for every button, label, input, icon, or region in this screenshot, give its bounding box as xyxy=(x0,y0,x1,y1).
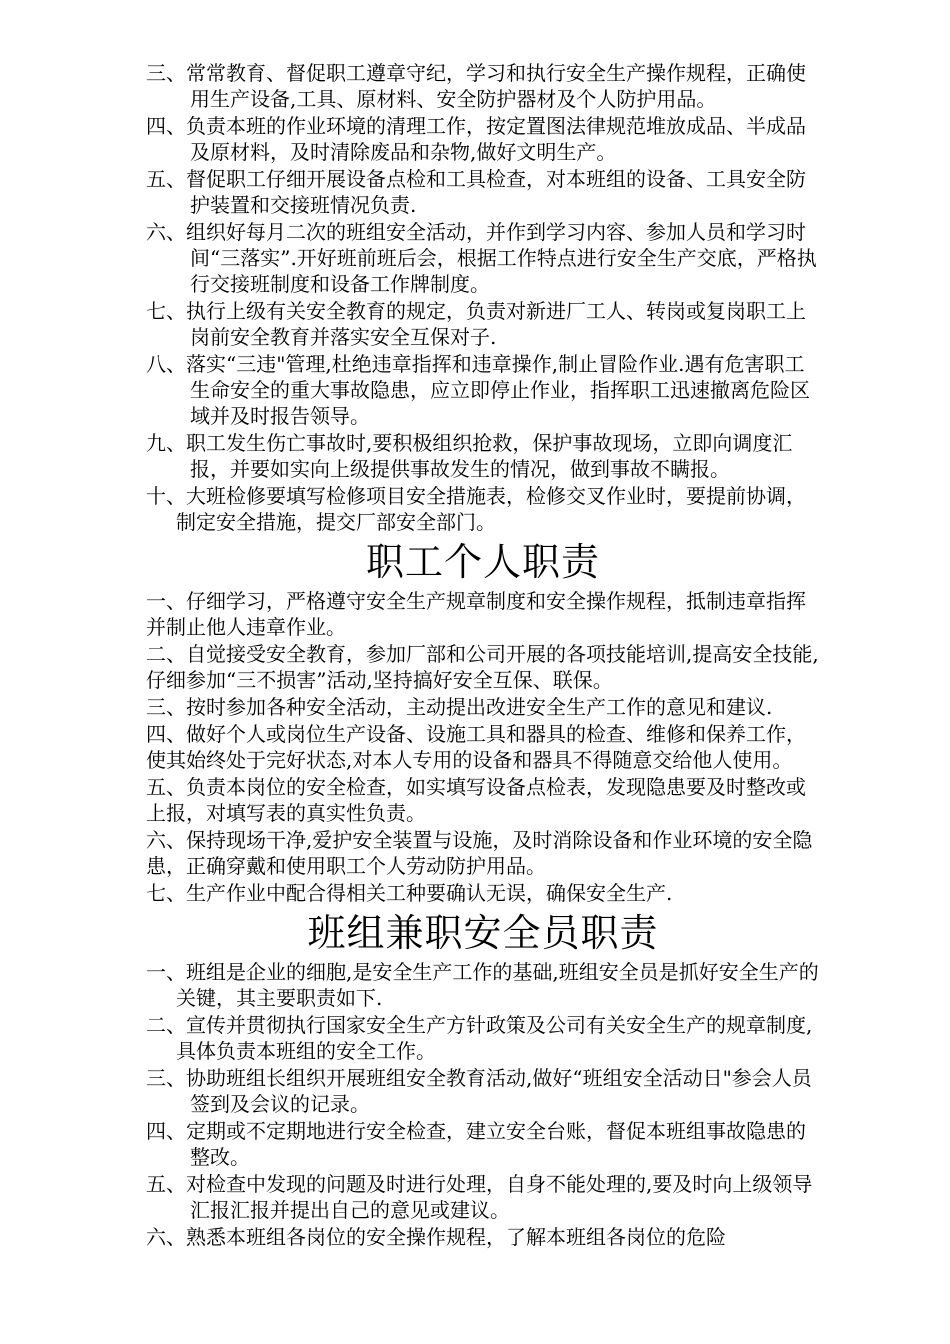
section-title-employee-duties: 职工个人职责 xyxy=(365,540,600,584)
list-item: 一、班组是企业的细胞,是安全生产工作的基础,班组安全员是抓好安全生产的关键，其主要职责如下. xyxy=(146,960,819,1010)
list-item: 四、做好个人或岗位生产设备、设施工具和器具的检查、维修和保养工作，使其始终处于完好状态,对本人专用的设备和器具不得随意交给他人使用。 xyxy=(146,722,806,772)
section-safety-officer-duties xyxy=(146,959,820,1250)
list-item: 七、执行上级有关安全教育的规定，负责对新进厂工人、转岗或复岗职工上岗前安全教育并落实安全互保对子. xyxy=(146,299,806,349)
list-item: 四、定期或不定期地进行安全检查，建立安全台账，督促本班组事故隐患的整改。 xyxy=(146,1119,806,1169)
list-item: 五、负责本岗位的安全检查，如实填写设备点检表，发现隐患要及时整改或上报，对填写表的真实性负责。 xyxy=(146,775,806,825)
list-item: 三、按时参加各种安全活动，主动提出改进安全生产工作的意见和建议. xyxy=(146,695,773,719)
document-page xyxy=(146,60,820,1251)
list-item: 二、宣传并贯彻执行国家安全生产方针政策及公司有关安全生产的规章制度,具体负责本班组的安全工作。 xyxy=(146,1013,813,1063)
section-title-safety-officer-duties: 班组兼职安全员职责 xyxy=(307,911,659,955)
list-item: 六、熟悉本班组各岗位的安全操作规程，了解本班组各岗位的危险 xyxy=(146,1225,726,1249)
list-item: 五、督促职工仔细开展设备点检和工具检查，对本班组的设备、工具安全防护装置和交接班情况负责. xyxy=(146,167,806,217)
list-item: 六、组织好每月二次的班组安全活动，并作到学习内容、参加人员和学习时间“三落实”.开好班前班后会，根据工作特点进行安全生产交底，严格执行交接班制度和设备工作牌制度。 xyxy=(146,220,817,296)
list-item: 六、保持现场干净,爱护安全装置与设施，及时消除设备和作业环境的安全隐患，正确穿戴和使用职工个人劳动防护用品。 xyxy=(146,828,813,878)
list-item: 一、仔细学习，严格遵守安全生产规章制度和安全操作规程，抵制违章指挥并制止他人违章作业。 xyxy=(146,589,806,639)
list-item: 五、对检查中发现的问题及时进行处理，自身不能处理的,要及时向上级领导汇报汇报并提出自己的意见或建议。 xyxy=(146,1172,813,1222)
list-item: 九、职工发生伤亡事故时,要积极组织抢救，保护事故现场，立即向调度汇报，并要如实向上级提供事故发生的情况，做到事故不瞒报。 xyxy=(146,431,793,481)
list-item: 二、自觉接受安全教育，参加厂部和公司开展的各项技能培训,提高安全技能,仔细参加“三不损害”活动,坚持搞好安全互保、联保。 xyxy=(146,642,819,692)
section-team-leader-duties xyxy=(146,60,820,535)
list-item: 十、大班检修要填写检修项目安全措施表，检修交叉作业时，要提前协调，制定安全措施，提交厂部安全部门。 xyxy=(146,484,806,534)
list-item: 七、生产作业中配合得相关工种要确认无误，确保安全生产. xyxy=(146,881,673,905)
list-item: 八、落实“三违"管理,杜绝违章指挥和违章操作,制止冒险作业.遇有危害职工生命安全的重大事故隐患，应立即停止作业，指挥职工迅速撤离危险区域并及时报告领导。 xyxy=(146,352,810,428)
list-item: 四、负责本班的作业环境的清理工作，按定置图法律规范堆放成品、半成品及原材料，及时清除废品和杂物,做好文明生产。 xyxy=(146,114,806,164)
section-employee-duties xyxy=(146,588,820,906)
list-item: 三、常常教育、督促职工遵章守纪，学习和执行安全生产操作规程，正确使用生产设备,工具、原材料、安全防护器材及个人防护用品。 xyxy=(146,61,806,111)
list-item: 三、协助班组长组织开展班组安全教育活动,做好“班组安全活动日"参会人员签到及会议的记录。 xyxy=(146,1066,812,1116)
